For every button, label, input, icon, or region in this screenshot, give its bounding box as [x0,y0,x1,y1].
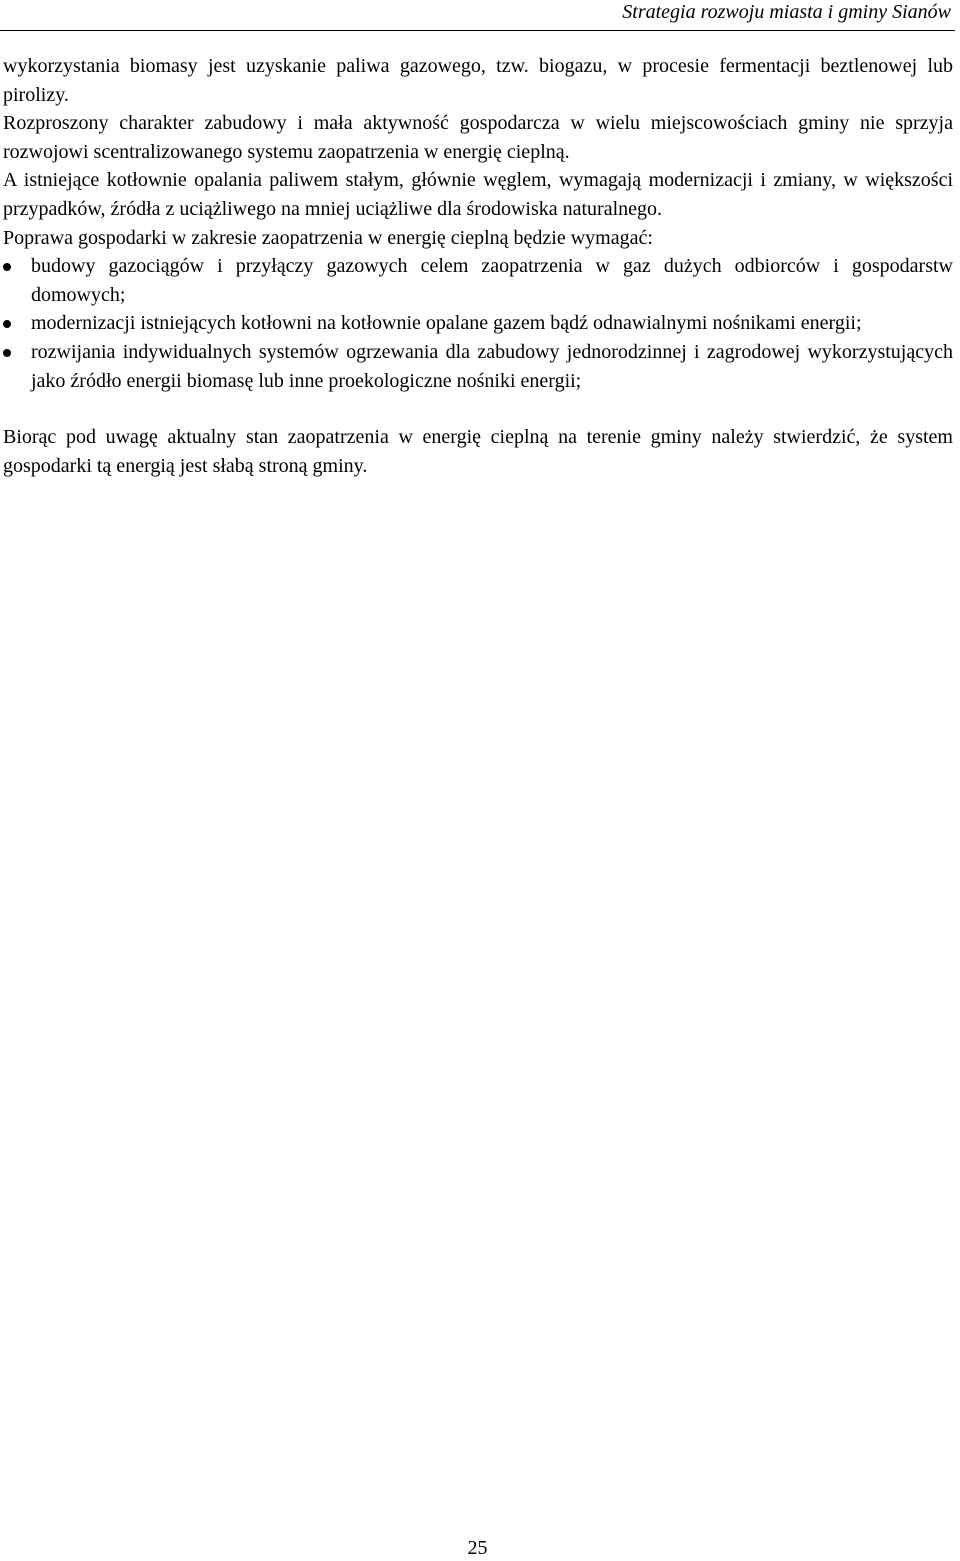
paragraph-spacer [3,395,953,423]
list-item-text: rozwijania indywidualnych systemów ogrzewania dla zabudowy jednorodzinnej i zagrodowej wykorzystujących jako źródło energii biomasę lub inne proekologiczne nośniki energii; [31,340,953,392]
paragraph-improvement-intro: Poprawa gospodarki w zakresie zaopatrzenia w energię cieplną będzie wymagać: [3,226,653,249]
list-item [3,252,953,309]
paragraph-conclusion: Biorąc pod uwagę aktualny stan zaopatrzenia w energię cieplną na terenie gminy należy stwierdzić, że system gospodarki tą energią jest słabą stroną gminy. [3,426,953,477]
running-title: Strategia rozwoju miasta i gminy Sianów [622,1,951,23]
document-body [3,52,953,480]
list-item-text: modernizacji istniejących kotłowni na kotłownie opalane gazem bądź odnawialnymi nośnikami energii; [31,312,862,335]
page-header [0,0,955,31]
paragraph-dispersed-buildings: Rozproszony charakter zabudowy i mała aktywność gospodarcza w wielu miejscowościach gminy nie sprzyja rozwojowi scentralizowanego systemu zaopatrzenia w energię cieplną. [3,112,953,163]
list-item-text: budowy gazociągów i przyłączy gazowych celem zaopatrzenia w gaz dużych odbiorców i gospodarstw domowych; [31,255,953,306]
bullet-list [3,252,953,395]
list-item [3,309,953,338]
bullet-icon [3,349,11,357]
bullet-icon [3,320,11,328]
paragraph-boiler-rooms: A istniejące kotłownie opalania paliwem stałym, głównie węglem, wymagają modernizacji i zmiany, w większości przypadków, źródła z uciążliwego na mniej uciążliwe dla środowiska naturalnego. [3,169,953,220]
list-item [3,338,953,395]
bullet-icon [3,263,11,271]
page-number: 25 [467,1537,488,1559]
paragraph-biomass: wykorzystania biomasy jest uzyskanie paliwa gazowego, tzw. biogazu, w procesie fermentacji beztlenowej lub pirolizy. [3,55,953,106]
